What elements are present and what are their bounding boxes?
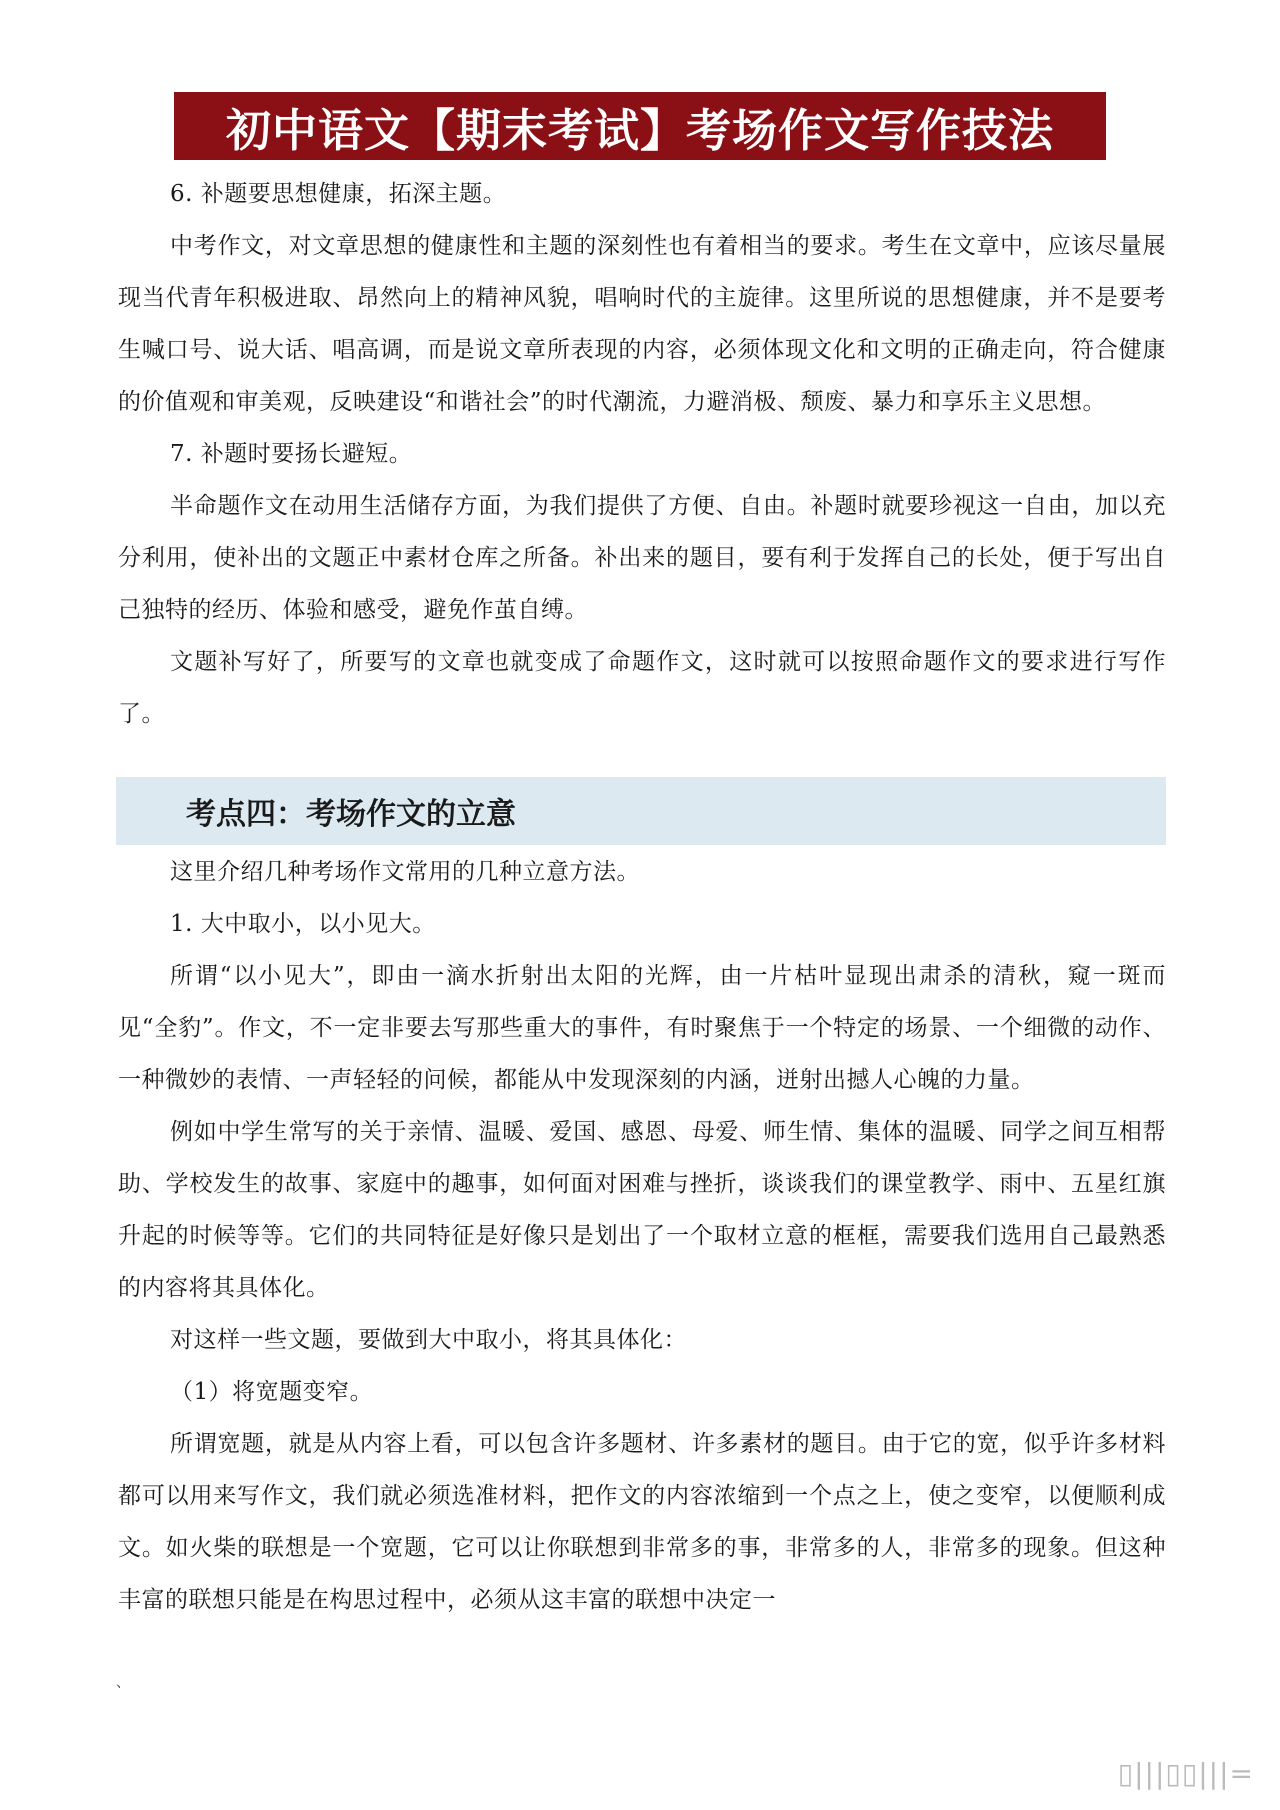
paragraph: 1. 大中取小，以小见大。: [170, 911, 436, 937]
paragraph: 所谓“以小见大”，即由一滴水折射出太阳的光辉，由一片枯叶显现出肃杀的清秋，窥一斑而见“全豹”。作文，不一定非要去写那些重大的事件，有时聚焦于一个特定的场景、一个细微的动作、一种微妙的表情、一声轻轻的问候，都能从中发现深刻的内涵，迸射出撼人心魄的力量。: [118, 963, 1166, 1093]
paragraph: （1）将宽题变窄。: [170, 1379, 374, 1405]
paragraph: 所谓宽题，就是从内容上看，可以包含许多题材、许多素材的题目。由于它的宽，似乎许多材料都可以用来写作文，我们就必须选准材料，把作文的内容浓缩到一个点之上，使之变窄，以便顺利成文。如火柴的联想是一个宽题，它可以让你联想到非常多的事，非常多的人，非常多的现象。但这种丰富的联想只能是在构思过程中，必须从这丰富的联想中决定一: [118, 1431, 1166, 1613]
paragraph: 半命题作文在动用生活储存方面，为我们提供了方便、自由。补题时就要珍视这一自由，加以充分利用，使补出的文题正中素材仓库之所备。补出来的题目，要有利于发挥自己的长处，便于写出自己独特的经历、体验和感受，避免作茧自缚。: [118, 493, 1166, 623]
stray-mark: 、: [116, 1675, 130, 1691]
watermark-logo: ▯|||▯▯|||=: [1117, 1757, 1254, 1790]
paragraph: 文题补写好了，所要写的文章也就变成了命题作文，这时就可以按照命题作文的要求进行写作了。: [118, 649, 1166, 727]
section-b-body: [118, 846, 1166, 1626]
paragraph: 中考作文，对文章思想的健康性和主题的深刻性也有着相当的要求。考生在文章中，应该尽量展现当代青年积极进取、昂然向上的精神风貌，唱响时代的主旋律。这里所说的思想健康，并不是要考生喊口号、说大话、唱高调，而是说文章所表现的内容，必须体现文化和文明的正确走向，符合健康的价值观和审美观，反映建设“和谐社会”的时代潮流，力避消极、颓废、暴力和享乐主义思想。: [118, 233, 1166, 415]
document-title: 初中语文【期末考试】考场作文写作技法: [225, 103, 1054, 157]
paragraph: 7. 补题时要扬长避短。: [170, 441, 413, 467]
section-heading-text: 考点四：考场作文的立意: [186, 797, 516, 832]
paragraph: 对这样一些文题，要做到大中取小，将其具体化：: [170, 1327, 687, 1353]
title-banner: [174, 92, 1106, 160]
paragraph: 这里介绍几种考场作文常用的几种立意方法。: [170, 859, 640, 885]
section-a-body: [118, 168, 1166, 740]
paragraph: 例如中学生常写的关于亲情、温暖、爱国、感恩、母爱、师生情、集体的温暖、同学之间互相帮助、学校发生的故事、家庭中的趣事，如何面对困难与挫折，谈谈我们的课堂教学、雨中、五星红旗升起的时候等等。它们的共同特征是好像只是划出了一个取材立意的框框，需要我们选用自己最熟悉的内容将其具体化。: [118, 1119, 1166, 1301]
paragraph: 6. 补题要思想健康，拓深主题。: [170, 181, 507, 207]
section-heading: [116, 777, 1166, 845]
